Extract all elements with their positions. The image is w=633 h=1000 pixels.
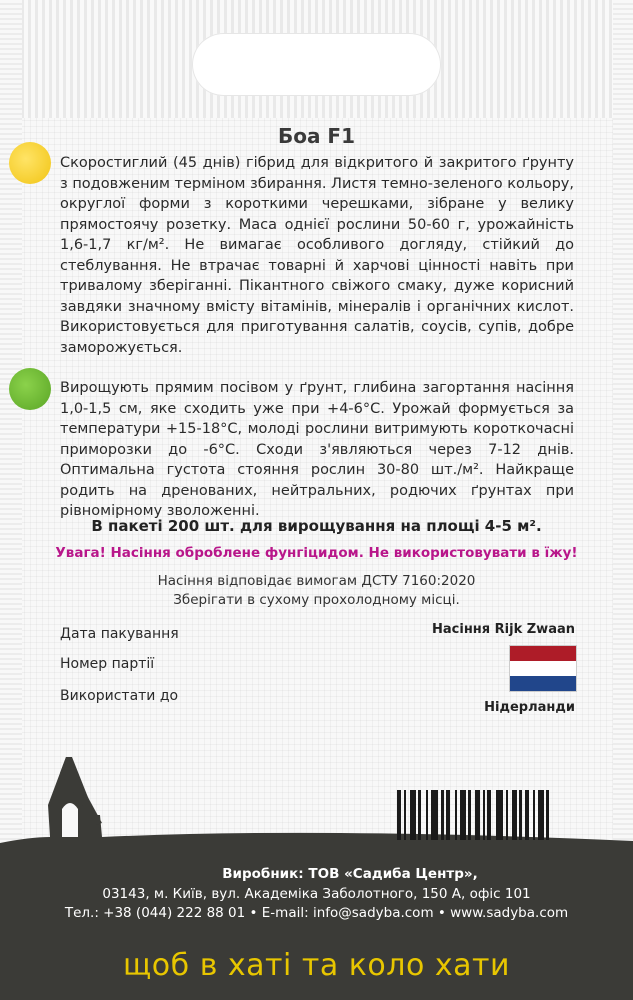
standard-note: Насіння відповідає вимогам ДСТУ 7160:2020 — [157, 573, 476, 589]
package-quantity: В пакеті 200 шт. для вирощування на площі 4-5 м². — [91, 517, 542, 535]
product-title: Боа F1 — [277, 124, 356, 148]
use-by-label: Використати до — [60, 688, 179, 704]
storage-note: Зберігати в сухому прохолодному місці. — [173, 592, 460, 608]
yellow-dot-icon — [9, 142, 51, 184]
hang-hole — [192, 33, 441, 96]
netherlands-flag-icon — [509, 645, 577, 692]
pack-date-label: Дата пакування — [60, 626, 179, 642]
fungicide-warning: Увага! Насіння оброблене фунгіцидом. Не використовувати в їжу! — [55, 545, 578, 561]
batch-label: Номер партії — [60, 656, 155, 672]
brand-slogan: щоб в хаті та коло хати — [123, 948, 510, 983]
green-dot-icon — [9, 368, 51, 410]
description-paragraph: Скоростиглий (45 днів) гібрид для відкритого й закритого ґрунту з подовженим терміном збирання. Листя темно-зеленого кольору, округлої форми з короткими черешками, зібране у велику прямостоячу розетку. Маса однієї рослини 50-60 г, урожайність 1,6-1,7 кг/м². Не вимагає особливого догляду, стійкий до стеблування. Не втрачає товарні й харчові цінності навіть при тривалому зберіганні. Пікантного свіжого смаку, дуже корисний завдяки значному вмісту вітамінів, мінералів і органічних кислот. Використовується для приготування салатів, соусів, супів, добре заморожується. — [60, 155, 574, 356]
country-of-origin: Нідерланди — [484, 700, 575, 715]
manufacturer-contacts: Тел.: +38 (044) 222 88 01 • E-mail: info@sadyba.com • www.sadyba.com — [64, 905, 569, 921]
manufacturer-address: 03143, м. Київ, вул. Академіка Заболотного, 150 А, офіс 101 — [102, 886, 531, 902]
manufacturer-name: Виробник: ТОВ «Садиба Центр», — [222, 866, 478, 882]
barcode — [397, 790, 574, 840]
growing-paragraph: Вирощують прямим посівом у ґрунт, глибина загортання насіння 1,0-1,5 см, яке сходить уже при +4-6°С. Урожай формується за температури +15-18°С, молоді рослини витримують короткочасні приморозки до -6°С. Сходи з'являються через 7-12 днів. Оптимальна густота стояння рослин 30-80 шт./м². Найкраще родить на дренованих, нейтральних, родючих ґрунтах при рівномірному зволоженні. — [60, 380, 574, 519]
supplier-name: Насіння Rijk Zwaan — [432, 622, 575, 637]
